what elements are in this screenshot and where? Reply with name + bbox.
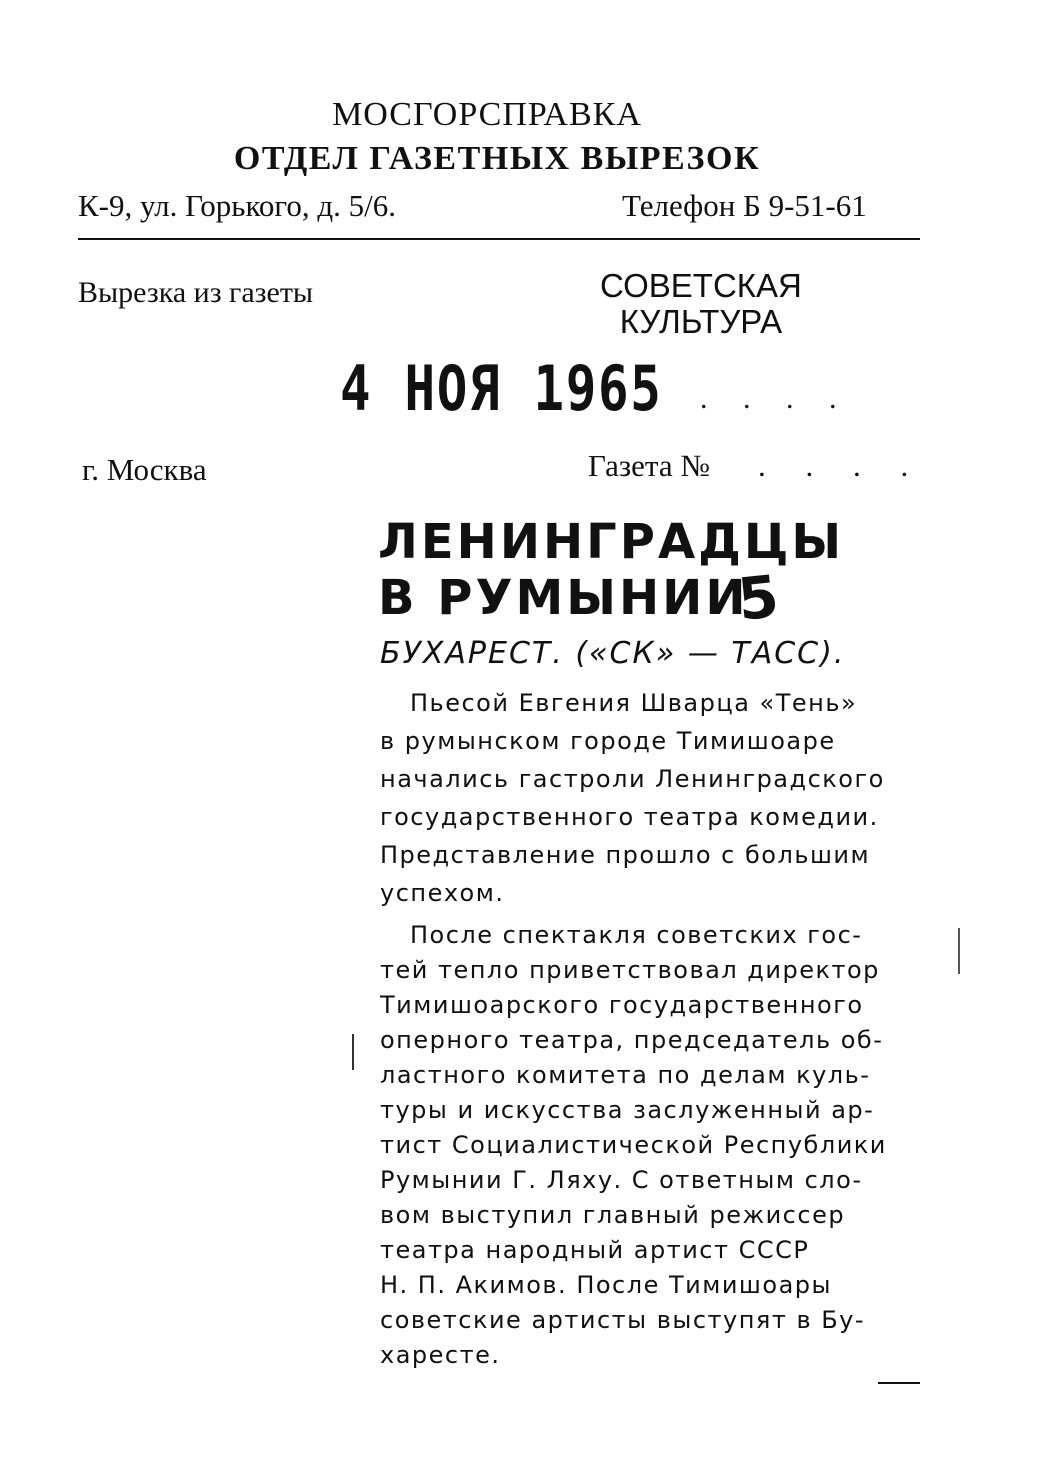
- paragraph-line: вом выступил главный режиссер: [380, 1201, 846, 1229]
- city-label: г. Москва: [82, 452, 207, 487]
- paragraph-line: начались гастроли Ленинградского: [380, 765, 885, 793]
- handwritten-mark: 5: [734, 562, 782, 634]
- article-dateline: БУХАРЕСТ. («СК» — ТАСС).: [380, 636, 846, 671]
- paragraph-line: советские артисты выступят в Бу-: [380, 1306, 866, 1334]
- paragraph-line: харесте.: [380, 1341, 501, 1369]
- margin-mark-left: [352, 1034, 354, 1070]
- paragraph-line: Пьесой Евгения Шварца «Тень»: [410, 689, 858, 717]
- paragraph-line: в румынском городе Тимишоаре: [380, 727, 836, 755]
- paragraph-line: успехом.: [380, 879, 505, 907]
- paragraph-line: театра народный артист СССР: [380, 1236, 810, 1264]
- article-paragraph-1: [380, 684, 885, 912]
- date-stamp: 4 НОЯ 1965: [340, 352, 663, 425]
- paragraph-line: После спектакля советских гос-: [410, 921, 863, 949]
- paragraph-line: туры и искусства заслуженный ар-: [380, 1096, 875, 1124]
- newspaper-number-label: Газета №: [588, 448, 710, 483]
- date-stamp-dots: . . . .: [700, 382, 851, 415]
- address: К-9, ул. Горького, д. 5/6.: [78, 188, 397, 223]
- paragraph-line: Тимишоарского государственного: [380, 991, 864, 1019]
- paragraph-line: Румынии Г. Ляху. С ответным сло-: [380, 1166, 863, 1194]
- header-divider: [78, 238, 920, 240]
- article-paragraph-2: [380, 918, 887, 1373]
- paragraph-line: Представление прошло с большим: [380, 841, 871, 869]
- article-end-rule: [878, 1382, 920, 1384]
- paragraph-line: Н. П. Акимов. После Тимишоары: [380, 1271, 832, 1299]
- paragraph-line: тист Социалистической Республики: [380, 1131, 887, 1159]
- newspaper-number-dots: . . . .: [758, 448, 925, 483]
- paragraph-line: тей тепло приветствовал директор: [380, 956, 880, 984]
- paragraph-line: государственного театра комедии.: [380, 803, 879, 831]
- margin-mark-right: [958, 928, 960, 974]
- phone-number: Телефон Б 9-51-61: [622, 188, 867, 223]
- article-headline: ЛЕНИНГРАДЦЫ В РУМЫНИИ: [378, 514, 845, 626]
- organization-name: МОСГОРСПРАВКА: [332, 96, 642, 133]
- paragraph-line: ластного комитета по делам куль-: [380, 1061, 871, 1089]
- paragraph-line: оперного театра, председатель об-: [380, 1026, 884, 1054]
- department-name: ОТДЕЛ ГАЗЕТНЫХ ВЫРЕЗОК: [233, 140, 761, 177]
- newspaper-name: СОВЕТСКАЯ КУЛЬТУРА: [600, 267, 802, 340]
- clipping-label: Вырезка из газеты: [78, 276, 314, 309]
